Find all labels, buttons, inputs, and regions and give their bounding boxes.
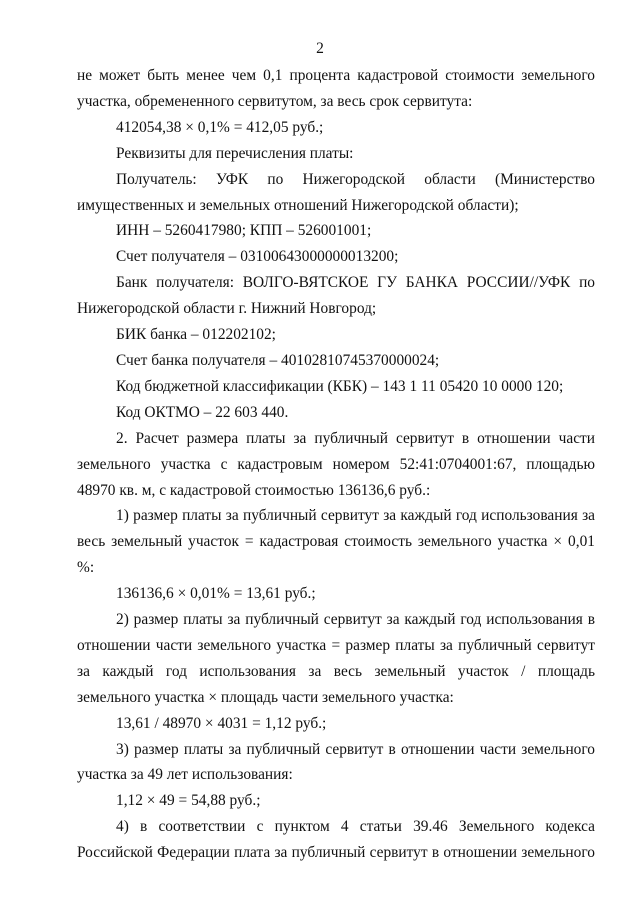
inn-kpp-line: ИНН – 5260417980; КПП – 526001001;: [116, 222, 372, 240]
list-item-4: 4) в соответствии с пунктом 4 статьи 39.46 Земельного кодекса Российской Федерации плата за публичный сервитут в отношении земельного: [77, 818, 595, 862]
section-2-heading: 2. Расчет размера платы за публичный сервитут в отношении части земельного участка с кадастровым номером 52:41:0704001:67, площадью 48970 кв. м, с кадастровой стоимостью 136136,6 руб.:: [77, 429, 595, 499]
calculation-part-fee: 13,61 / 48970 × 4031 = 1,12 руб.;: [116, 714, 327, 732]
bank-account-line: Счет банка получателя – 40102810745370000024;: [116, 351, 440, 369]
requisites-heading: Реквизиты для перечисления платы:: [116, 144, 354, 162]
page-number: 2: [316, 40, 324, 57]
list-item-2: 2) размер платы за публичный сервитут за каждый год использования в отношении части земельного участка = размер платы за публичный сервитут за каждый год использования за весь земельный участок / площадь земельного участка × площадь части земельного участка:: [77, 611, 595, 706]
bik-line: БИК банка – 012202102;: [116, 326, 276, 344]
oktmo-line: Код ОКТМО – 22 603 440.: [116, 403, 289, 421]
recipient-bank-line: Банк получателя: ВОЛГО-ВЯТСКОЕ ГУ БАНКА РОССИИ//УФК по Нижегородской области г. Нижний Новгород;: [77, 274, 595, 318]
kbk-line: Код бюджетной классификации (КБК) – 143 1 11 05420 10 0000 120;: [116, 377, 564, 395]
document-body: [77, 63, 595, 866]
calculation-49-years: 1,12 × 49 = 54,88 руб.;: [116, 792, 261, 810]
paragraph-min-fee: не может быть менее чем 0,1 процента кадастровой стоимости земельного участка, обремененного сервитутом, за весь срок сервитута:: [77, 67, 595, 110]
recipient-account-line: Счет получателя – 03100643000000013200;: [116, 248, 399, 266]
calculation-total-fee: 412054,38 × 0,1% = 412,05 руб.;: [116, 118, 324, 136]
calculation-annual-fee: 136136,6 × 0,01% = 13,61 руб.;: [116, 585, 316, 603]
list-item-1: 1) размер платы за публичный сервитут за каждый год использования за весь земельный участок = кадастровая стоимость земельного участка × 0,01 %:: [77, 507, 595, 577]
recipient-line: Получатель: УФК по Нижегородской области (Министерство имущественных и земельных отношений Нижегородской области);: [77, 170, 595, 214]
list-item-3: 3) размер платы за публичный сервитут в отношении части земельного участка за 49 лет использования:: [77, 740, 595, 784]
